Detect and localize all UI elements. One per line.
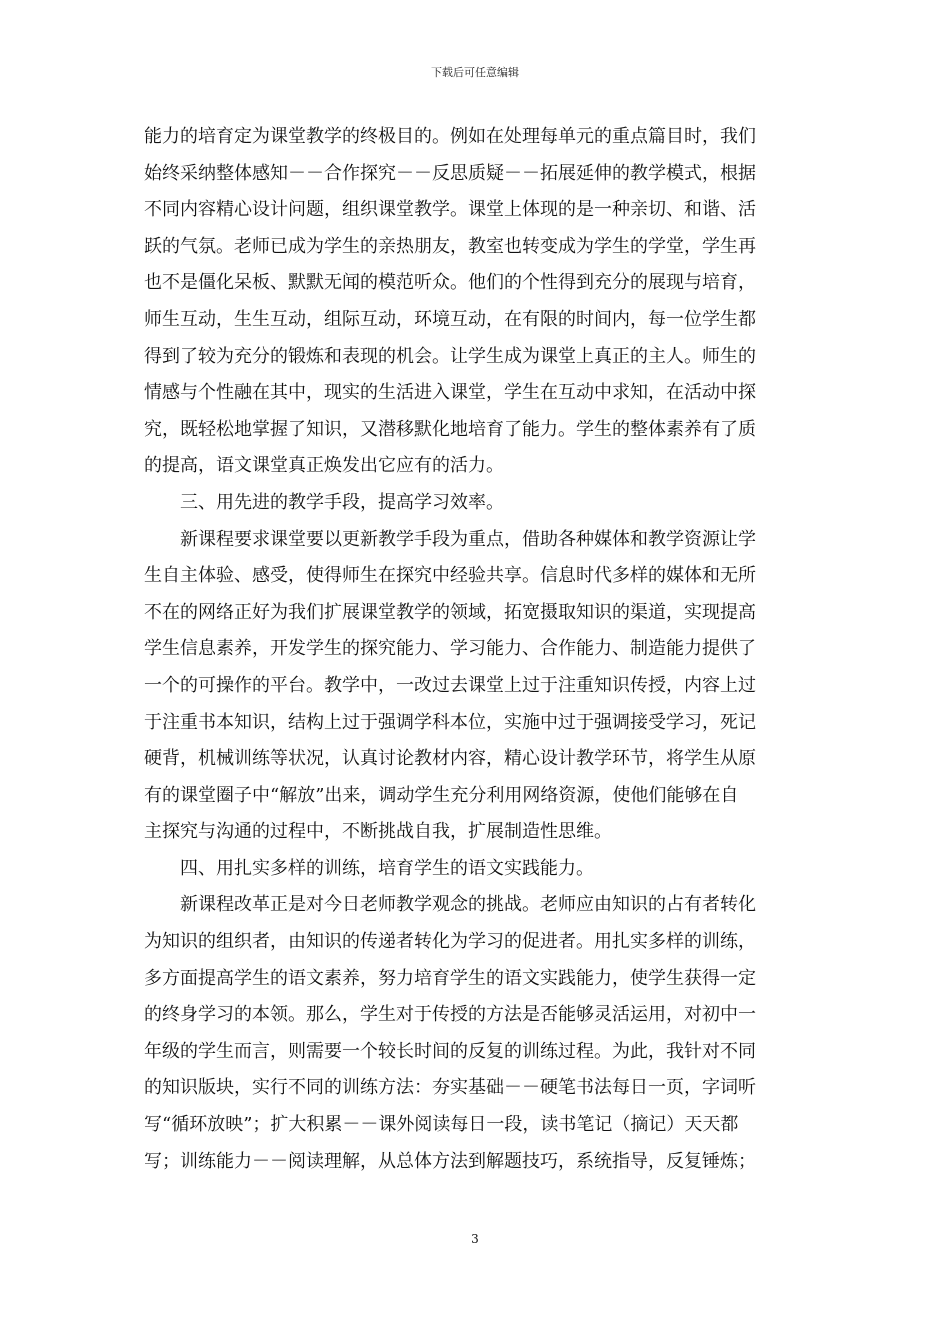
text-line: 的提高，语文课堂真正焕发出它应有的活力。: [144, 455, 504, 477]
text-line: 究，既轻松地掌握了知识，又潜移默化地培育了能力。学生的整体素养有了质: [144, 418, 756, 440]
text-line: 情感与个性融在其中，现实的生活进入课堂，学生在互动中求知，在活动中探: [144, 382, 756, 404]
document-body: [144, 119, 808, 1180]
text-line: 多方面提高学生的语文素养，努力培育学生的语文实践能力，使学生获得一定: [144, 967, 756, 989]
section-heading: 四、用扎实多样的训练，培育学生的语文实践能力。: [144, 857, 594, 879]
text-line: 有的课堂圈子中“解放”出来，调动学生充分利用网络资源，使他们能够在自: [144, 784, 739, 806]
text-line: 学生信息素养，开发学生的探究能力、学习能力、合作能力、制造能力提供了: [144, 638, 756, 660]
page-number: 3: [471, 1232, 479, 1246]
text-line: 的终身学习的本领。那么，学生对于传授的方法是否能够灵活运用，对初中一: [144, 1004, 756, 1026]
text-line: 新课程改革正是对今日老师教学观念的挑战。老师应由知识的占有者转化: [144, 894, 756, 916]
text-line: 主探究与沟通的过程中，不断挑战自我，扩展制造性思维。: [144, 821, 612, 843]
text-line: 写“循环放映”；扩大积累－－课外阅读每日一段，读书笔记（摘记）天天都: [144, 1114, 739, 1136]
text-line: 不在的网络正好为我们扩展课堂教学的领域，拓宽摄取知识的渠道，实现提高: [144, 601, 756, 623]
text-line: 的知识版块，实行不同的训练方法：夯实基础－－硬笔书法每日一页，字词听: [144, 1077, 756, 1099]
text-line: 跃的气氛。老师已成为学生的亲热朋友，教室也转变成为学生的学堂，学生再: [144, 235, 756, 257]
text-line: 能力的培育定为课堂教学的终极目的。例如在处理每单元的重点篇目时，我们: [144, 126, 756, 147]
text-line: 始终采纳整体感知－－合作探究－－反思质疑－－拓展延伸的教学模式，根据: [144, 162, 756, 184]
text-line: 不同内容精心设计问题，组织课堂教学。课堂上体现的是一种亲切、和谐、活: [144, 199, 756, 221]
text-line: 写；训练能力－－阅读理解，从总体方法到解题技巧，系统指导，反复锤炼；: [144, 1150, 756, 1172]
text-line: 生自主体验、感受，使得师生在探究中经验共享。信息时代多样的媒体和无所: [144, 565, 756, 587]
text-line: 一个的可操作的平台。教学中，一改过去课堂上过于注重知识传授，内容上过: [144, 674, 756, 696]
text-line: 于注重书本知识，结构上过于强调学科本位，实施中过于强调接受学习，死记: [144, 711, 756, 733]
text-line: 为知识的组织者，由知识的传递者转化为学习的促进者。用扎实多样的训练，: [144, 931, 756, 953]
text-line: 师生互动，生生互动，组际互动，环境互动，在有限的时间内，每一位学生都: [144, 308, 756, 330]
section-heading: 三、用先进的教学手段，提高学习效率。: [144, 491, 504, 513]
text-line: 新课程要求课堂要以更新教学手段为重点，借助各种媒体和教学资源让学: [144, 528, 756, 550]
text-line: 得到了较为充分的锻炼和表现的机会。让学生成为课堂上真正的主人。师生的: [144, 345, 756, 367]
text-line: 硬背，机械训练等状况，认真讨论教材内容，精心设计教学环节，将学生从原: [144, 748, 756, 770]
text-line: 也不是僵化呆板、默默无闻的模范听众。他们的个性得到充分的展现与培育，: [144, 272, 756, 294]
text-line: 年级的学生而言，则需要一个较长时间的反复的训练过程。为此，我针对不同: [144, 1040, 756, 1062]
page-header: 下载后可任意编辑: [431, 66, 519, 79]
